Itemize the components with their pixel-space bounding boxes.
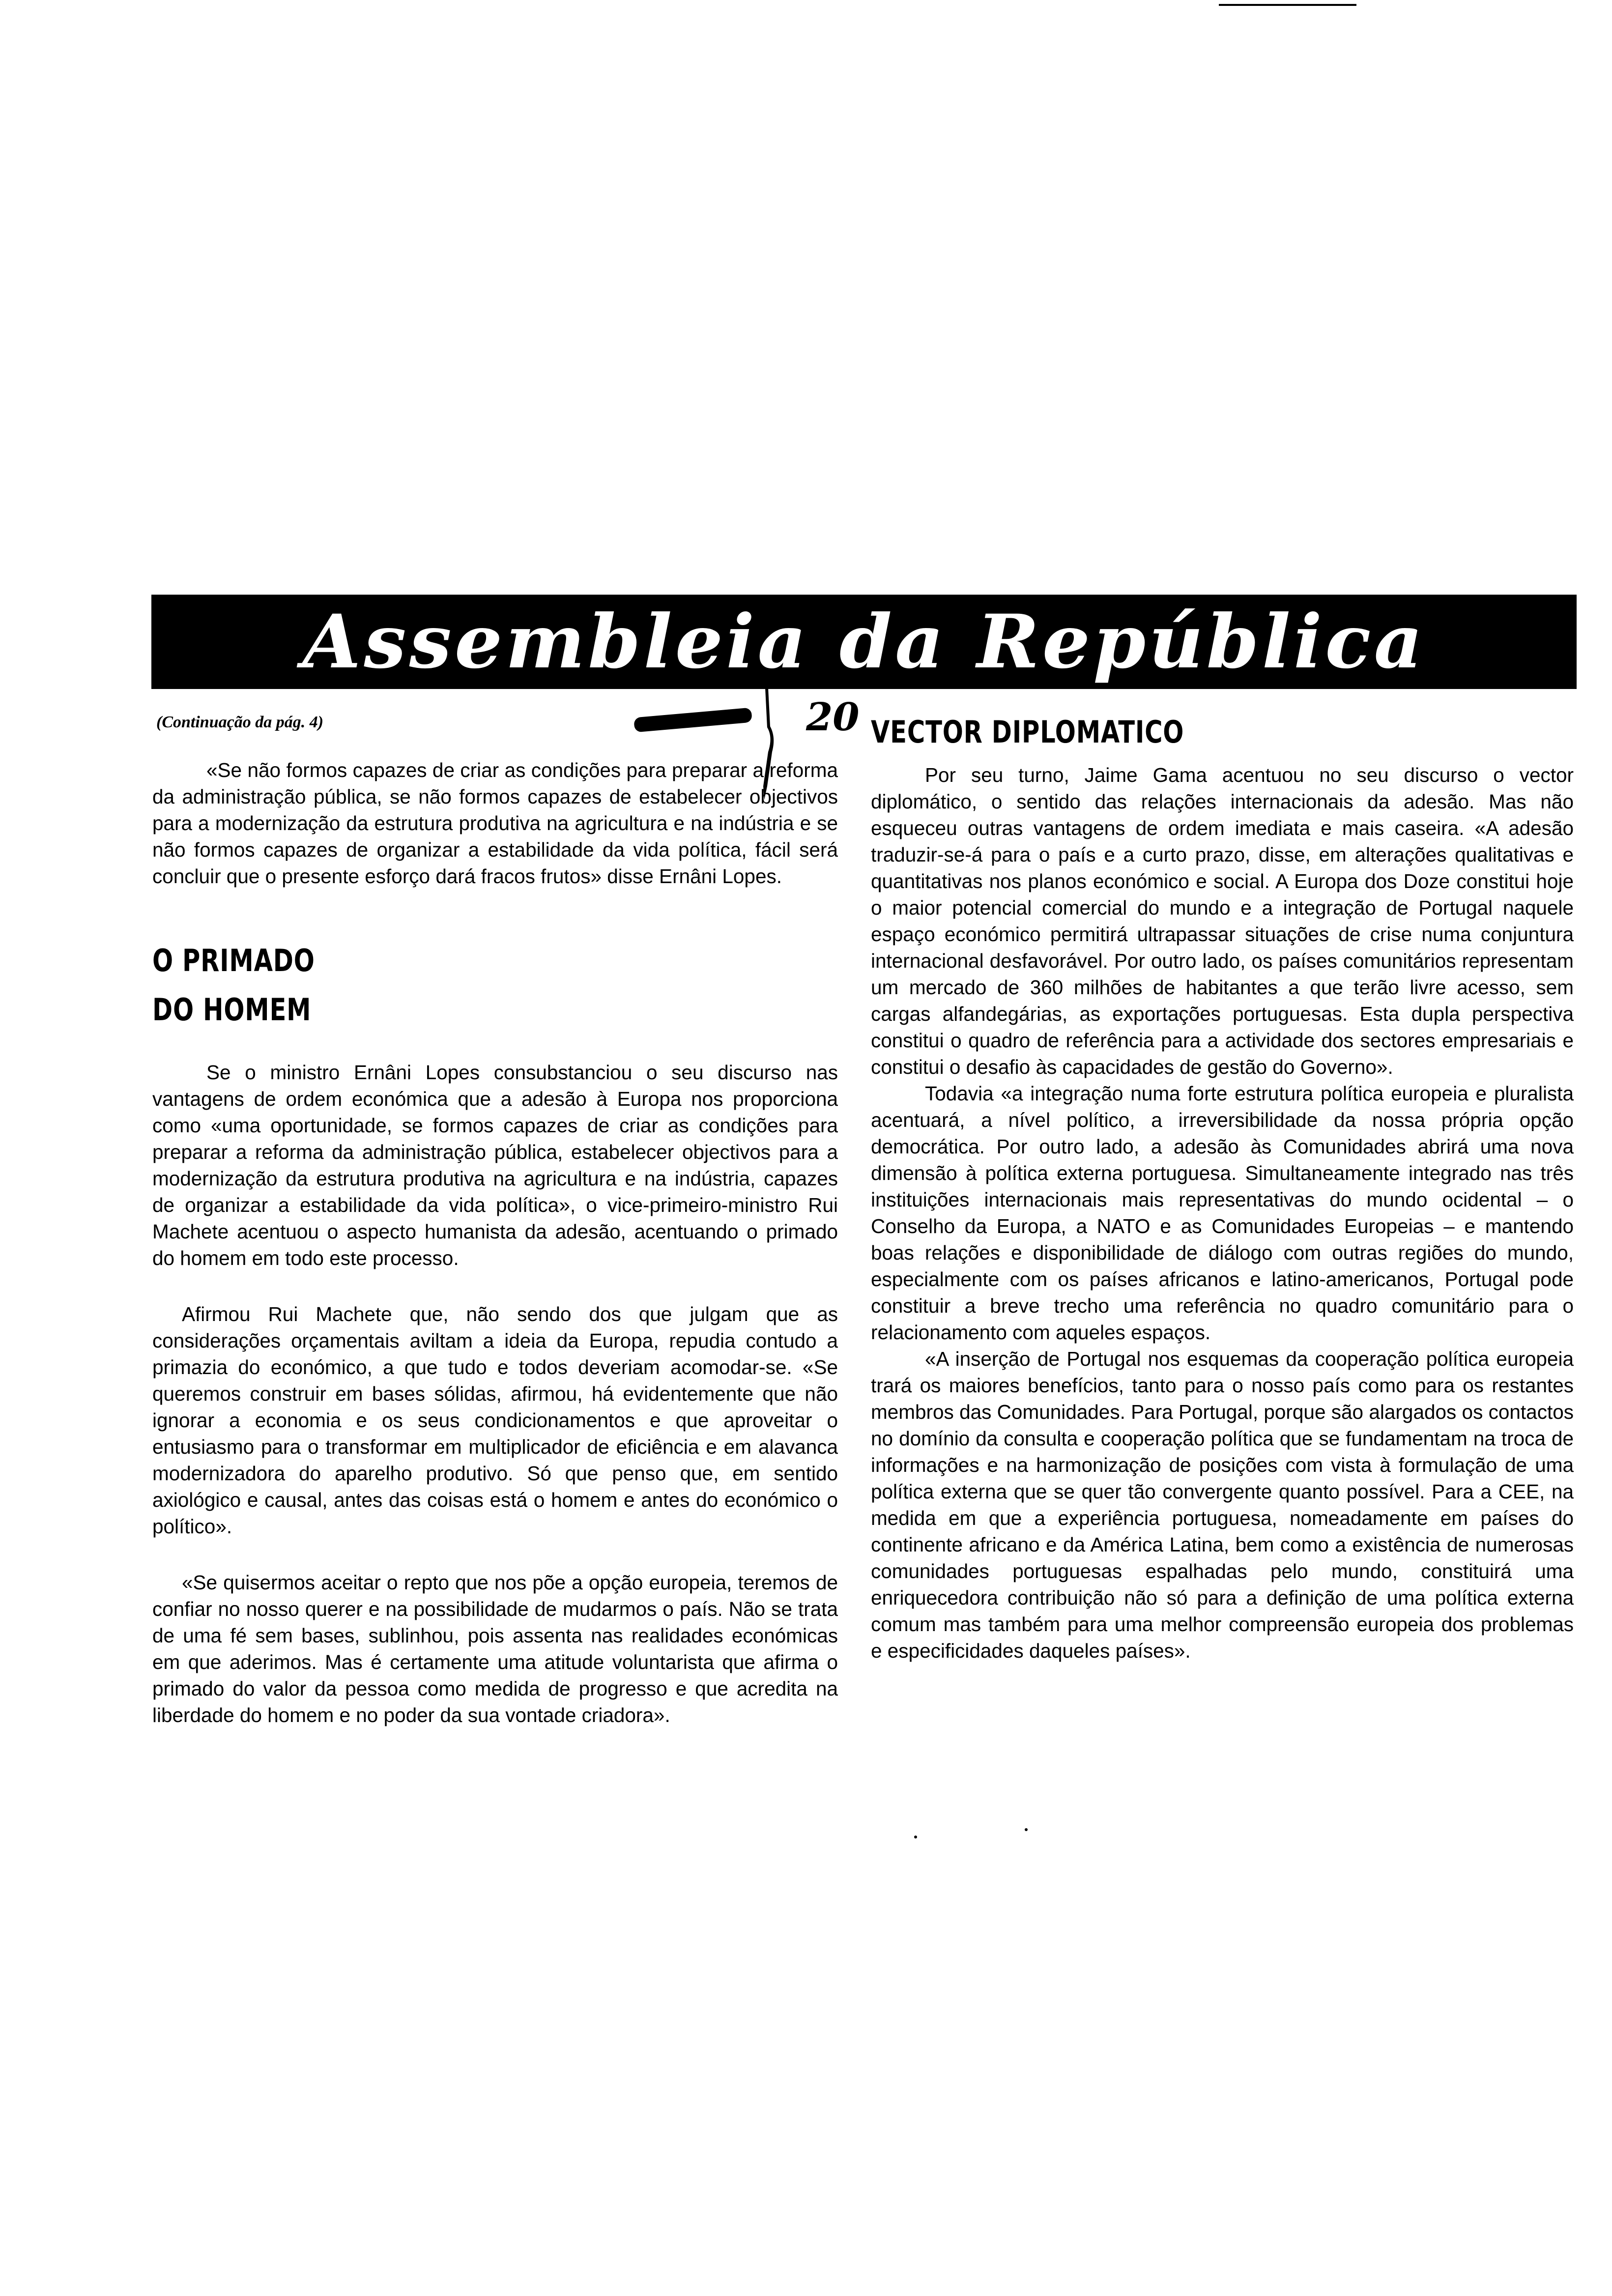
article-paragraph: Todavia «a integração numa forte estrutura política europeia e pluralista acentuará, a nível político, a irreversibilidade da nossa própria opção democrática. Por outro lado, a adesão às Comunidades abrirá uma nova dimensão à política externa portuguesa. Simultaneamente integrado nas três instituições internacionais mais representativas do mundo ocidental – o Conselho da Europa, a NATO e as Comunidades Europeias – e mantendo boas relações e disponibilidade de diálogo com outras regiões do mundo, especialmente com os países africanos e latino-americanos, Portugal pode constituir a breve trecho uma referência no quadro comunitário para o relacionamento com aqueles espaços.: [871, 1082, 1574, 1344]
section-heading: VECTOR DIPLOMATICO: [871, 714, 1184, 750]
article-paragraph: Afirmou Rui Machete que, não sendo dos que julgam que as considerações orçamentais aviltam a ideia da Europa, repudia contudo a primazia do económico, a que tudo e todos deveriam acomodar-se. «Se queremos construir em bases sólidas, afirmou, há evidentemente que não ignorar a economia e os seus condicionamentos e que aproveitar o entusiasmo para o transformar em multiplicador de eficiência e em alavanca modernizadora do aparelho produtivo. Só que penso que, em sentido axiológico e causal, antes das coisas está o homem e antes do económico o político».: [152, 1303, 838, 1538]
article-paragraph: «Se quisermos aceitar o repto que nos põe a opção europeia, teremos de confiar no nosso querer e na possibilidade de mudarmos o país. Não se trata de uma fé sem bases, sublinhou, pois assenta nas realidades económicas em que aderimos. Mas é certamente uma atitude voluntarista que afirma o primado do valor da pessoa como medida de progresso e que acredita na liberdade do homem e no poder da sua vontade criadora».: [152, 1571, 838, 1726]
subheading-line: DO HOMEM: [152, 992, 312, 1028]
article-paragraph: «Se não formos capazes de criar as condições para preparar a reforma da administração pública, se não formos capazes de estabelecer objectivos para a modernização da estrutura produtiva na agricultura e na indústria e se não formos capazes de organizar a estabilidade da vida política, fácil será concluir que o presente esforço dará fracos frutos» disse Ernâni Lopes.: [152, 759, 838, 888]
masthead-title: [302, 599, 1426, 685]
masthead-word: Assembleia: [302, 599, 809, 685]
article-paragraph: Se o ministro Ernâni Lopes consubstanciou o seu discurso nas vantagens de ordem económica que a adesão à Europa nos proporciona como «uma oportunidade, se formos capazes de criar as condições para preparar a reforma da administração pública, estabelecer objectivos para a modernização da estrutura produtiva na agricultura e na indústria, capazes de organizar a estabilidade da vida política», o vice-primeiro-ministro Rui Machete acentuou o aspecto humanista da adesão, acentuando o primado do homem em todo este processo.: [152, 1061, 838, 1269]
scan-speck: [914, 1836, 917, 1838]
scan-artifact-line: [1219, 4, 1356, 6]
masthead-word: da: [839, 599, 947, 685]
article-paragraph: «A inserção de Portugal nos esquemas da cooperação política europeia trará os maiores benefícios, tanto para o nosso país como para os restantes membros das Comunidades. Para Portugal, porque são alargados os contactos no domínio da consulta e cooperação política que se fundamentam na troca de informações e na harmonização de posições com vista à formulação de uma política externa que se quer tão convergente quanto possível. Para a CEE, na medida em que a experiência portuguesa, nomeadamente em países do continente africano e da América Latina, bem como a existência de numerosas comunidades portuguesas espalhadas pelo mundo, constituirá uma enriquecedora contribuição não só para a definição de uma política externa comum mas também para uma melhor compreensão europeia dos problemas e especificidades daqueles países».: [871, 1348, 1574, 1662]
left-column: [152, 708, 838, 1728]
subheading-line: O PRIMADO: [152, 943, 315, 978]
masthead-word: República: [977, 599, 1426, 685]
scan-speck: [1025, 1828, 1028, 1831]
continuation-note: (Continuação da pág. 4): [156, 713, 324, 731]
masthead-banner: [151, 595, 1577, 689]
handwritten-page-number: 20: [806, 695, 860, 740]
right-column: [871, 708, 1574, 1664]
article-paragraph: Por seu turno, Jaime Gama acentuou no seu discurso o vector diplomático, o sentido das relações internacionais da adesão. Mas não esqueceu outras vantagens de ordem imediata e mais caseira. «A adesão traduzir-se-á para o país e a curto prazo, disse, em alterações qualitativas e quantitativas nos planos económico e social. A Europa dos Doze constitui hoje o maior potencial comercial do mundo e a integração de Portugal naquele espaço económico permitirá ultrapassar situações de crise numa conjuntura internacional desfavorável. Por outro lado, os países comunitários representam um mercado de 360 milhões de habitantes a que terão livre acesso, sem cargas alfandegárias, as exportações portuguesas. Esta dupla perspectiva constitui o quadro de referência para a actividade dos sectores empresariais e constitui o desafio às capacidades de gestão do Governo».: [871, 764, 1574, 1078]
